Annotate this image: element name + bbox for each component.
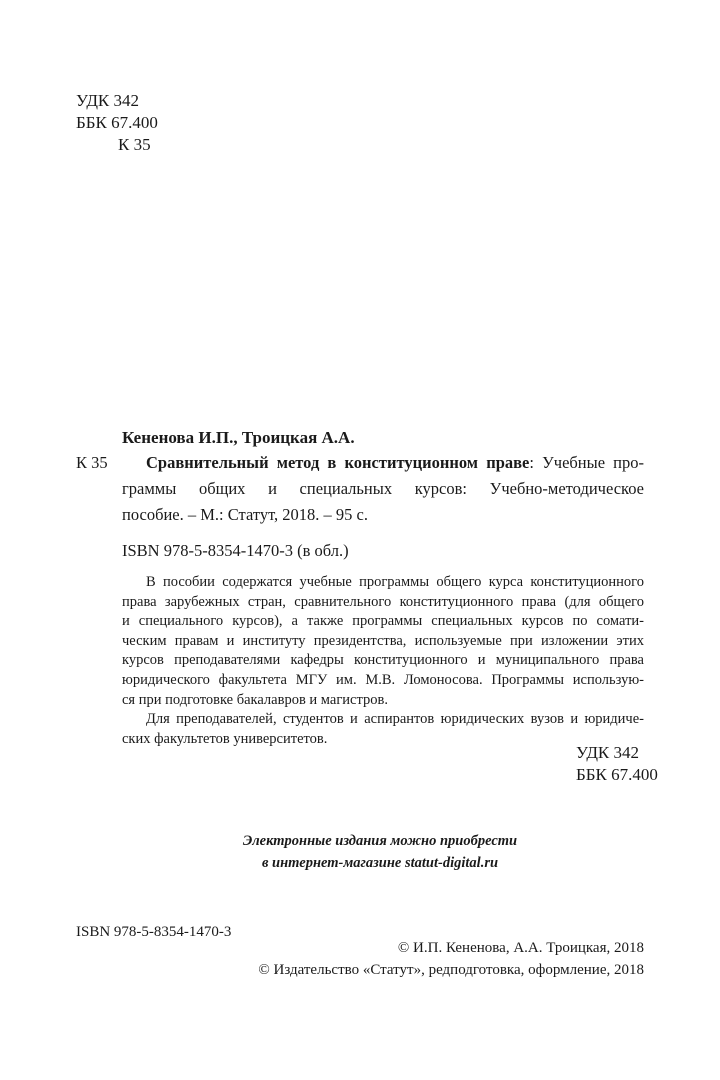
title-continuation: : Учебные про-: [529, 453, 644, 472]
isbn-record: ISBN 978-5-8354-1470-3 (в обл.): [122, 541, 349, 560]
authors-heading: Кененова И.П., Троицкая А.А.: [122, 428, 355, 447]
description-line-3: пособие. – М.: Статут, 2018. – 95 с.: [122, 505, 369, 524]
bbk-code-bottom: ББК 67.400: [576, 765, 658, 784]
book-title: Сравнительный метод в конституционном праве: [146, 453, 530, 472]
udk-code-top: УДК 342: [76, 91, 140, 110]
bibliographic-description-cont: [122, 476, 644, 528]
description-line-2: граммы общих и специальных курсов: Учебно-методическое: [122, 479, 644, 498]
copyright-authors: © И.П. Кененова, А.А. Троицкая, 2018: [397, 940, 644, 956]
audience-line: ских факультетов университетов.: [122, 730, 328, 747]
bibliographic-description: [146, 450, 644, 476]
annotation-line: ся при подготовке бакалавров и магистров.: [122, 691, 388, 708]
udk-code-bottom: УДК 342: [576, 743, 640, 762]
annotation-line: В пособии содержатся учебные программы общего курса конституционного: [146, 574, 644, 590]
annotation-line: и специального курсов), а также программы специальных курсов по сомати-: [122, 613, 644, 630]
bbk-code-top: ББК 67.400: [76, 113, 158, 132]
isbn-footer: ISBN 978-5-8354-1470-3: [76, 924, 232, 940]
annotation: [122, 573, 644, 749]
copyright-publisher: © Издательство «Статут», редподготовка, оформление, 2018: [258, 962, 644, 978]
annotation-line: курсов преподавателями кафедры конституционного и муниципального права: [122, 652, 644, 669]
ebook-notice-line-2: в интернет-магазине statut-digital.ru: [261, 855, 499, 871]
annotation-line: права зарубежных стран, сравнительного конституционного права (для общего: [122, 593, 644, 610]
audience-line: Для преподавателей, студентов и аспирантов юридических вузов и юридиче-: [146, 711, 644, 728]
author-mark-top: К 35: [118, 135, 151, 154]
author-mark-record: К 35: [76, 453, 108, 472]
annotation-line: ческим правам и институту президентства, используемые при изложении этих: [122, 632, 644, 649]
ebook-notice-line-1: Электронные издания можно приобрести: [242, 833, 518, 849]
annotation-line: юридического факультета МГУ им. М.В. Ломоносова. Программы использую-: [122, 671, 644, 688]
